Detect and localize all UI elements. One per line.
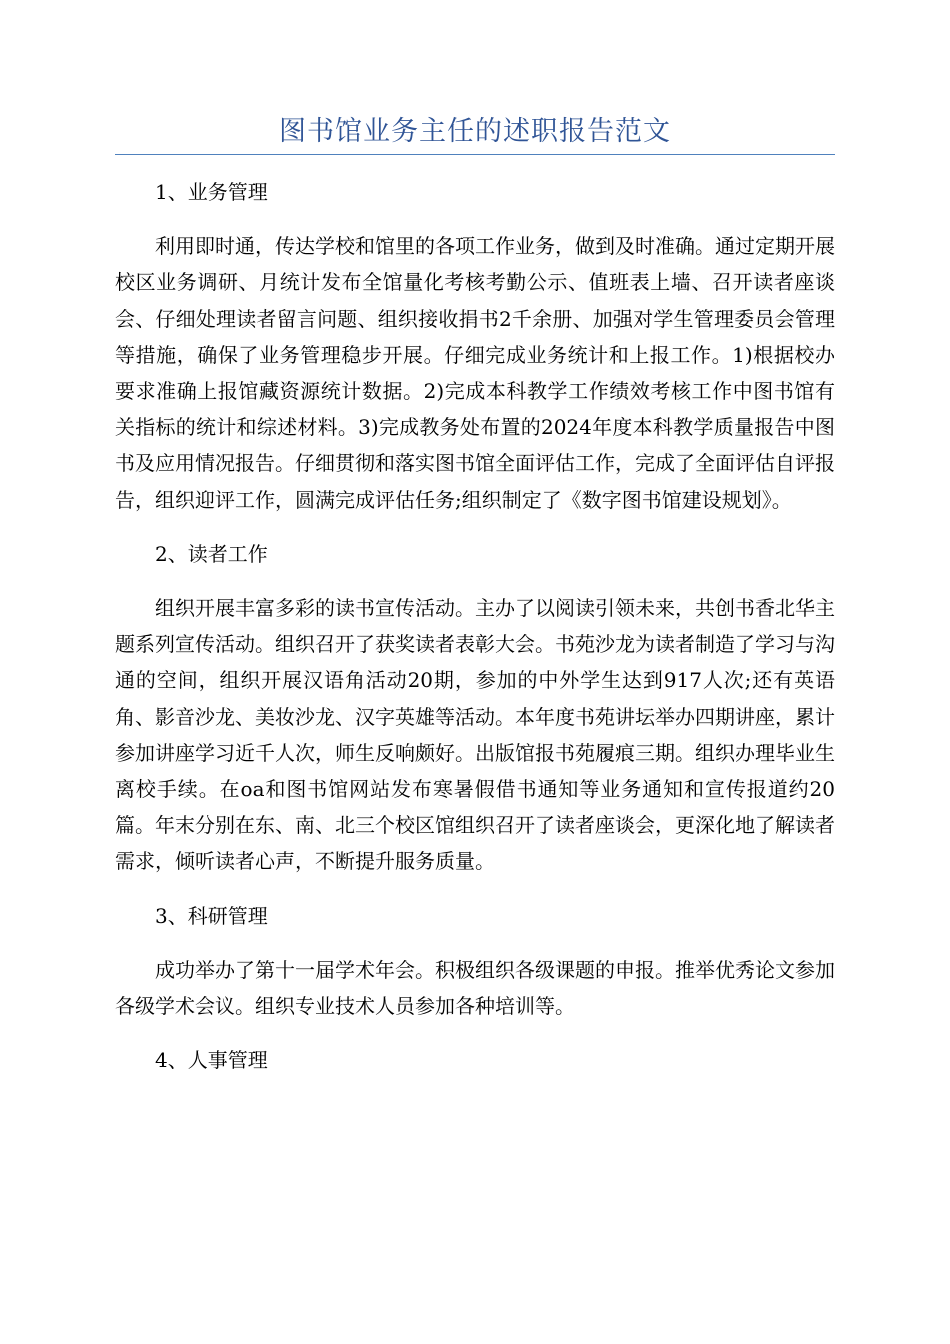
section-paragraph-research: 成功举办了第十一届学术年会。积极组织各级课题的申报。推举优秀论文参加各级学术会议。组织专业技术人员参加各种培训等。 [115, 957, 835, 1019]
title-underline [115, 154, 835, 155]
section-heading-business: 1、业务管理 [155, 180, 268, 204]
section-heading-readers: 2、读者工作 [155, 541, 268, 566]
section-heading-personnel: 4、人事管理 [155, 1048, 268, 1073]
document-title: 图书馆业务主任的述职报告范文 [279, 116, 671, 147]
document-body [115, 174, 835, 1096]
section-paragraph-business: 利用即时通，传达学校和馆里的各项工作业务，做到及时准确。通过定期开展校区业务调研、月统计发布全馆量化考核考勤公示、值班表上墙、召开读者座谈会、仔细处理读者留言问题、组织接收捐书2千余册、加强对学生管理委员会管理等措施，确保了业务管理稳步开展。仔细完成业务统计和上报工作。1)根据校办要求准确上报馆藏资源统计数据。2)完成本科教学工作绩效考核工作中图书馆有关指标的统计和综述材料。3)完成教务处布置的2024年度本科教学质量报告中图书及应用情况报告。仔细贯彻和落实图书馆全面评估工作，完成了全面评估自评报告，组织迎评工作，圆满完成评估任务;组织制定了《数字图书馆建设规划》。 [115, 234, 835, 512]
section-heading-research: 3、科研管理 [155, 903, 268, 928]
section-paragraph-readers: 组织开展丰富多彩的读书宣传活动。主办了以阅读引领未来，共创书香北华主题系列宣传活动。组织召开了获奖读者表彰大会。书苑沙龙为读者制造了学习与沟通的空间，组织开展汉语角活动20期，参加的中外学生达到917人次;还有英语角、影音沙龙、美妆沙龙、汉字英雄等活动。本年度书苑讲坛举办四期讲座，累计参加讲座学习近千人次，师生反响颇好。出版馆报书苑履痕三期。组织办理毕业生离校手续。在oa和图书馆网站发布寒暑假借书通知等业务通知和宣传报道约20篇。年末分别在东、南、北三个校区馆组织召开了读者座谈会，更深化地了解读者需求，倾听读者心声，不断提升服务质量。 [115, 596, 835, 874]
